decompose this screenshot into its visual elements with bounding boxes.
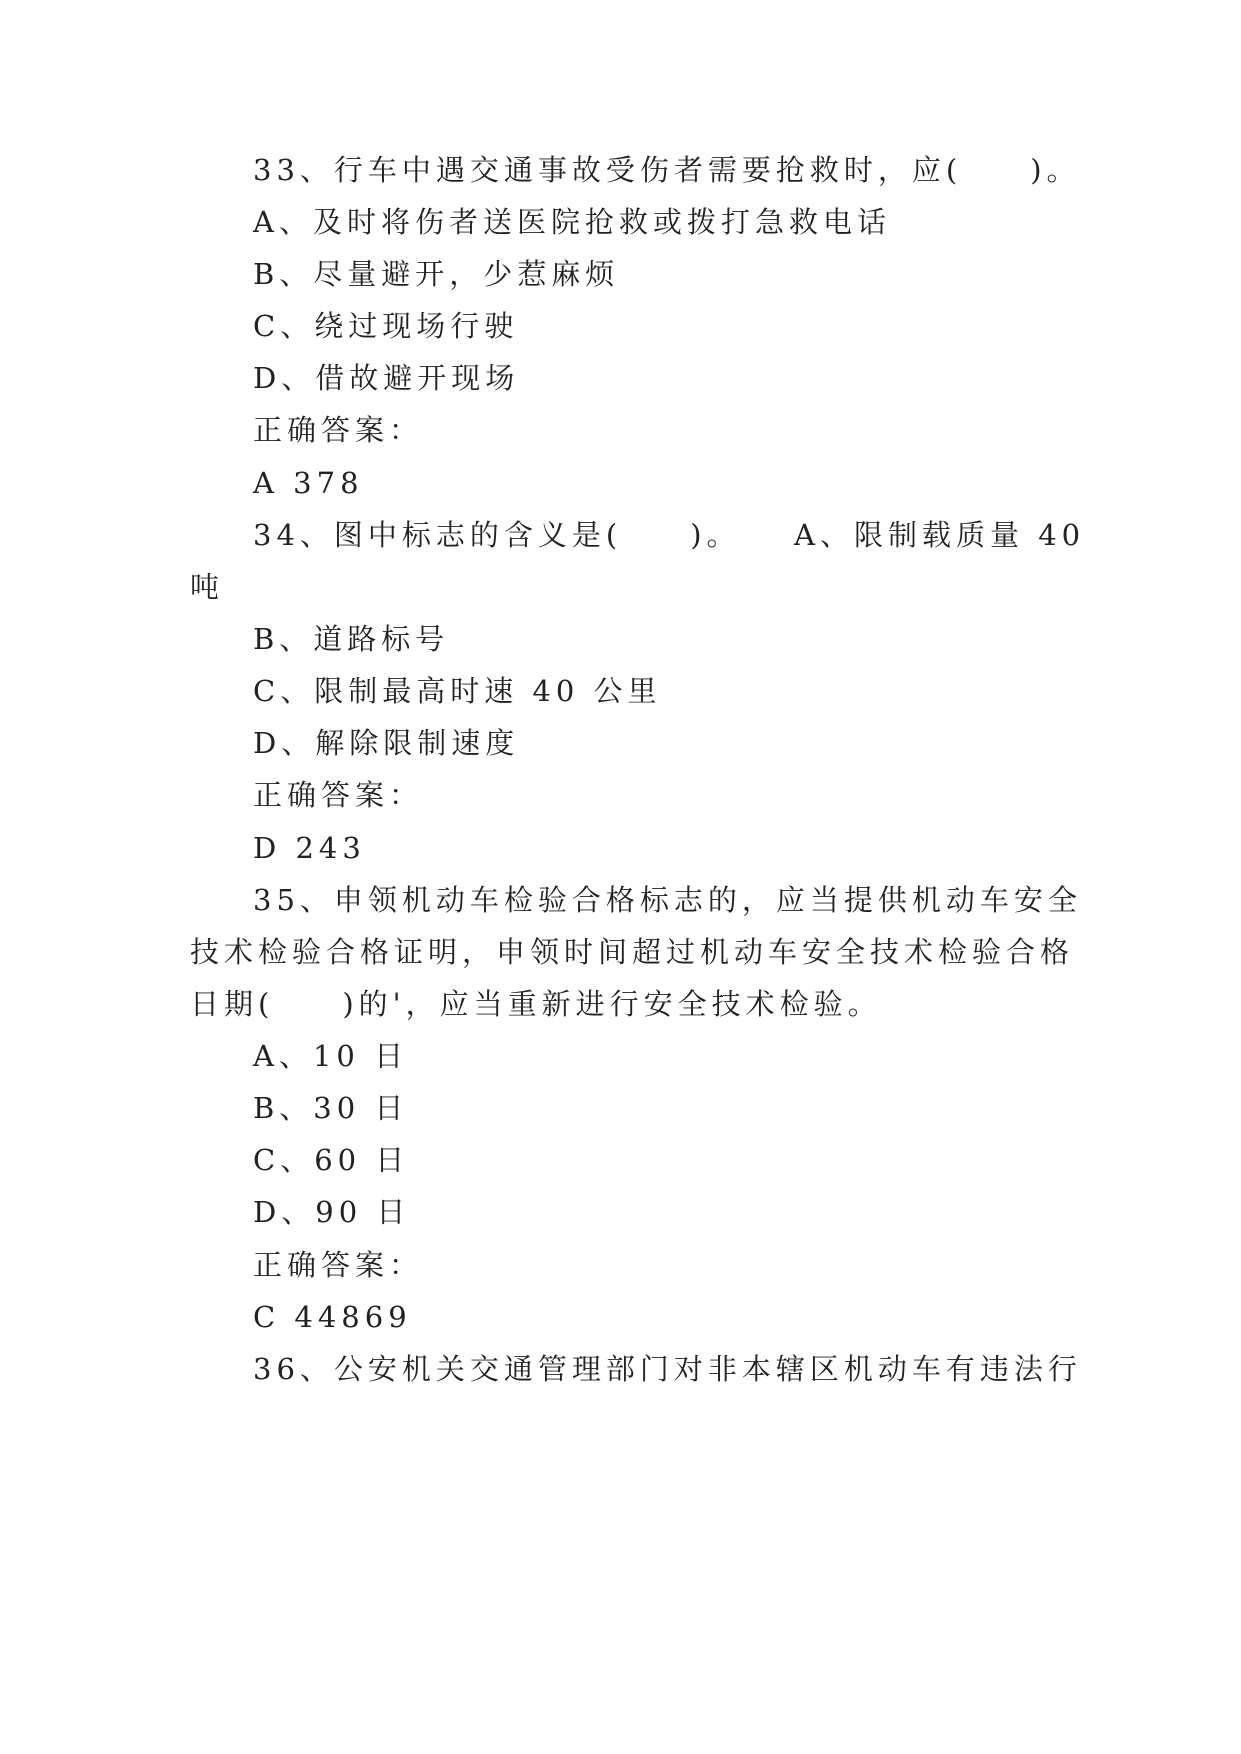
question-34-option-b: B、道路标号 — [253, 622, 450, 656]
question-35-option-d: D、90 日 — [253, 1195, 411, 1229]
question-34-stem-line-1: 34、图中标志的含义是( )。 A、限制载质量 40 — [253, 518, 1086, 552]
question-36-stem-line-1: 36、公安机关交通管理部门对非本辖区机动车有违法行 — [253, 1352, 1082, 1386]
question-35-stem-line-3: 日期( )的'，应当重新进行安全技术检验。 — [190, 987, 882, 1021]
question-35-stem-line-2: 技术检验合格证明，申领时间超过机动车安全技术检验合格 — [190, 935, 1075, 969]
question-33-stem: 33、行车中遇交通事故受伤者需要抢救时，应( )。 — [253, 153, 1081, 187]
question-35-stem-line-1: 35、申领机动车检验合格标志的，应当提供机动车安全 — [253, 883, 1082, 917]
question-34-option-c: C、限制最高时速 40 公里 — [253, 674, 662, 708]
question-35-option-a: A、10 日 — [253, 1039, 409, 1073]
question-34-stem-line-2: 吨 — [190, 570, 225, 604]
question-33-answer-label: 正确答案： — [253, 413, 424, 447]
question-33-option-b: B、尽量避开，少惹麻烦 — [253, 257, 620, 291]
question-33-option-c: C、绕过现场行驶 — [253, 309, 519, 343]
question-35-option-c: C、60 日 — [253, 1143, 410, 1177]
question-34-answer-label: 正确答案： — [253, 778, 424, 812]
question-35-answer-label: 正确答案： — [253, 1248, 424, 1282]
question-33-option-a: A、及时将伤者送医院抢救或拨打急救电话 — [253, 205, 891, 239]
question-34-option-d: D、解除限制速度 — [253, 726, 520, 760]
question-35-option-b: B、30 日 — [253, 1091, 409, 1125]
question-33-answer: A 378 — [253, 466, 364, 500]
question-34-answer: D 243 — [253, 831, 366, 865]
question-35-answer: C 44869 — [253, 1300, 412, 1334]
question-33-option-d: D、借故避开现场 — [253, 361, 520, 395]
